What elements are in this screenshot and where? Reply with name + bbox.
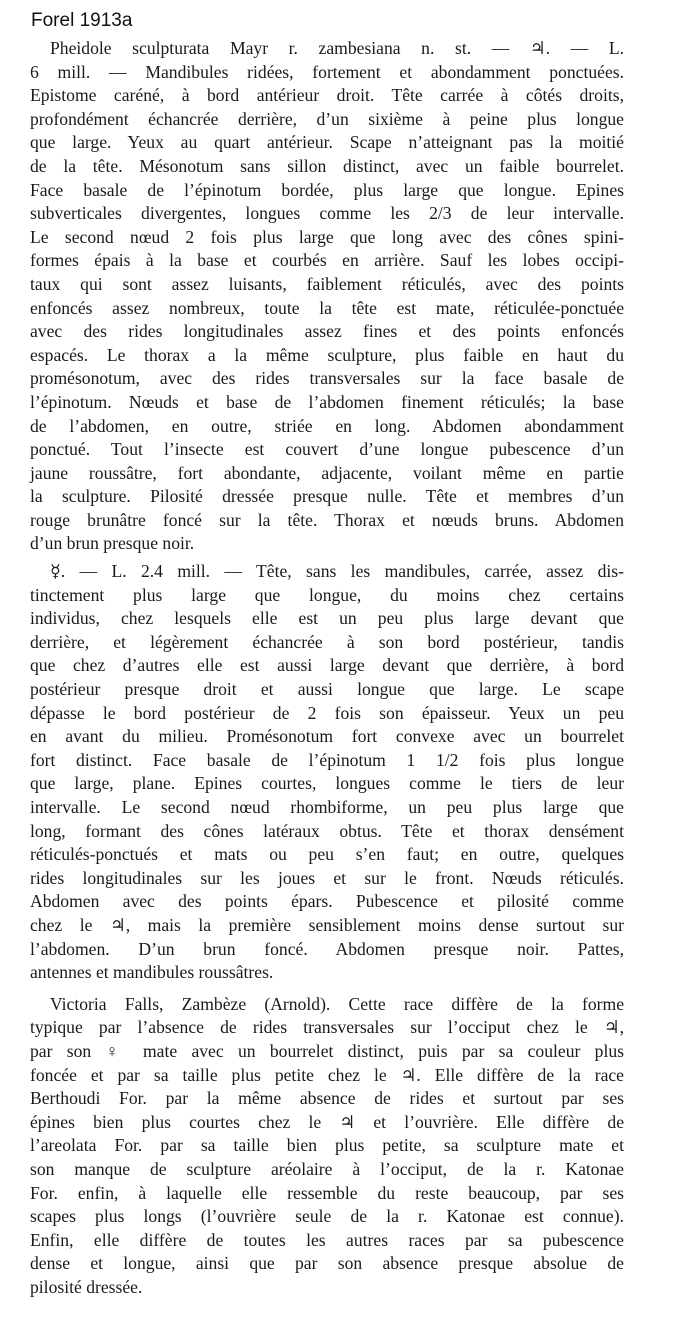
text-line: chez le ♃, mais la première sensiblement moins dense surtout sur bbox=[30, 914, 624, 935]
text-line: fort distinct. Face basale de l’épinotum 1 1/2 fois plus longue bbox=[30, 749, 624, 770]
text-line: que large. Yeux au quart antérieur. Scape n’atteignant pas la moitié bbox=[30, 132, 624, 153]
text-line: derrière, et légèrement échancrée à son bord postérieur, tandis bbox=[30, 631, 624, 652]
text-line: de la tête. Mésonotum sans sillon distinct, avec un faible bourrelet. bbox=[30, 155, 624, 176]
text-line: dense et longue, ainsi que par son absence presque absolue de bbox=[30, 1253, 624, 1274]
text-line: par son ♀ mate avec un bourrelet distinct, puis par sa couleur plus bbox=[30, 1040, 624, 1061]
text-line: en avant du milieu. Promésonotum fort convexe avec un bourrelet bbox=[30, 726, 624, 747]
text-line: ponctué. Tout l’insecte est couvert d’une longue pubescence d’un bbox=[30, 439, 624, 460]
text-line: individus, chez lesquels elle est un peu plus large devant que bbox=[30, 608, 624, 629]
text-line: d’un brun presque noir. bbox=[30, 533, 195, 554]
text-line: l’épinotum. Nœuds et base de l’abdomen finement réticulés; la base bbox=[30, 391, 624, 412]
text-line: postérieur presque droit et aussi longue que large. Le scape bbox=[30, 679, 624, 700]
text-line: rides longitudinales sur les joues et sur le front. Nœuds réticulés. bbox=[30, 867, 624, 888]
text-line: l’abdomen. D’un brun foncé. Abdomen presque noir. Pattes, bbox=[30, 938, 624, 959]
text-line: formes épais à la base et courbés en arrière. Sauf les lobes occipi- bbox=[30, 250, 624, 271]
text-line: de l’abdomen, en outre, striée en long. Abdomen abondamment bbox=[30, 415, 624, 436]
document-body bbox=[30, 37, 624, 1299]
text-line: ☿. — L. 2.4 mill. — Tête, sans les mandibules, carrée, assez dis- bbox=[50, 561, 624, 582]
text-line: épines bien plus courtes chez le ♃ et l’ouvrière. Elle diffère de bbox=[30, 1111, 624, 1132]
text-line: réticulés-ponctués et mats ou peu s’en faut; en outre, quelques bbox=[30, 844, 624, 865]
text-line: 6 mill. — Mandibules ridées, fortement et abondamment ponctuées. bbox=[30, 61, 624, 82]
text-line: long, formant des cônes latéraux obtus. Tête et thorax densément bbox=[30, 820, 624, 841]
text-line: pilosité dressée. bbox=[30, 1276, 143, 1297]
text-line: Le second nœud 2 fois plus large que long avec des cônes spini- bbox=[30, 226, 624, 247]
text-line: scapes plus longs (l’ouvrière seule de la r. Katonae est connue). bbox=[30, 1206, 624, 1227]
text-line: tinctement plus large que longue, du moins chez certains bbox=[30, 584, 624, 605]
text-line: profondément échancrée derrière, d’un sixième à peine plus longue bbox=[30, 108, 624, 129]
text-line: For. enfin, à laquelle elle ressemble du reste beaucoup, par ses bbox=[30, 1182, 624, 1203]
text-line: avec des rides longitudinales assez fines et des points enfoncés bbox=[30, 321, 624, 342]
text-line: foncée et par sa taille plus petite chez le ♃. Elle diffère de la race bbox=[30, 1064, 624, 1085]
text-line: son manque de sculpture aréolaire à l’occiput, de la r. Katonae bbox=[30, 1158, 624, 1179]
text-line: Enfin, elle diffère de toutes les autres races par sa pubescence bbox=[30, 1229, 624, 1250]
text-line: subverticales divergentes, longues comme les 2/3 de leur intervalle. bbox=[30, 203, 624, 224]
text-line: promésonotum, avec des rides transversales sur la face basale de bbox=[30, 368, 624, 389]
text-line: intervalle. Le second nœud rhombiforme, un peu plus large que bbox=[30, 797, 624, 817]
text-line: rouge brunâtre foncé sur la tête. Thorax et nœuds bruns. Abdomen bbox=[30, 509, 624, 530]
text-line: typique par l’absence de rides transversales sur l’occiput chez le ♃, bbox=[30, 1017, 624, 1038]
text-line: la sculpture. Pilosité dressée presque nulle. Tête et membres d’un bbox=[30, 486, 624, 507]
text-line: que large, plane. Epines courtes, longues comme le tiers de leur bbox=[30, 773, 624, 794]
text-line: l’areolata For. par sa taille bien plus petite, sa sculpture mate et bbox=[30, 1135, 624, 1156]
text-line: Face basale de l’épinotum bordée, plus large que longue. Epines bbox=[30, 179, 624, 200]
text-line: antennes et mandibules roussâtres. bbox=[30, 962, 274, 983]
paragraph-worker bbox=[30, 560, 624, 985]
text-line: jaune roussâtre, fort abondante, adjacente, voilant même en partie bbox=[30, 462, 624, 483]
text-line: Pheidole sculpturata Mayr r. zambesiana n. st. — ♃. — L. bbox=[50, 38, 624, 58]
text-line: dépasse le bord postérieur de 2 fois son épaisseur. Yeux un peu bbox=[30, 702, 624, 723]
text-line: Berthoudi For. par la même absence de rides et surtout par ses bbox=[30, 1088, 624, 1109]
paragraph-locality-remarks bbox=[30, 993, 624, 1300]
text-line: espacés. Le thorax a la même sculpture, plus faible en haut du bbox=[30, 344, 624, 365]
paragraph-worker-major bbox=[30, 37, 624, 556]
text-line: Epistome caréné, à bord antérieur droit. Tête carrée à côtés droits, bbox=[30, 85, 624, 106]
text-line: Abdomen avec des points épars. Pubescence et pilosité comme bbox=[30, 891, 624, 912]
document-header: Forel 1913a bbox=[31, 10, 133, 31]
text-line: Victoria Falls, Zambèze (Arnold). Cette race diffère de la forme bbox=[50, 993, 624, 1014]
text-line: que chez d’autres elle est aussi large devant que derrière, à bord bbox=[30, 655, 624, 676]
text-line: taux qui sont assez luisants, faiblement réticulés, avec des points bbox=[30, 273, 624, 294]
text-line: enfoncés assez nombreux, toute la tête est mate, réticulée-ponctuée bbox=[30, 297, 624, 318]
